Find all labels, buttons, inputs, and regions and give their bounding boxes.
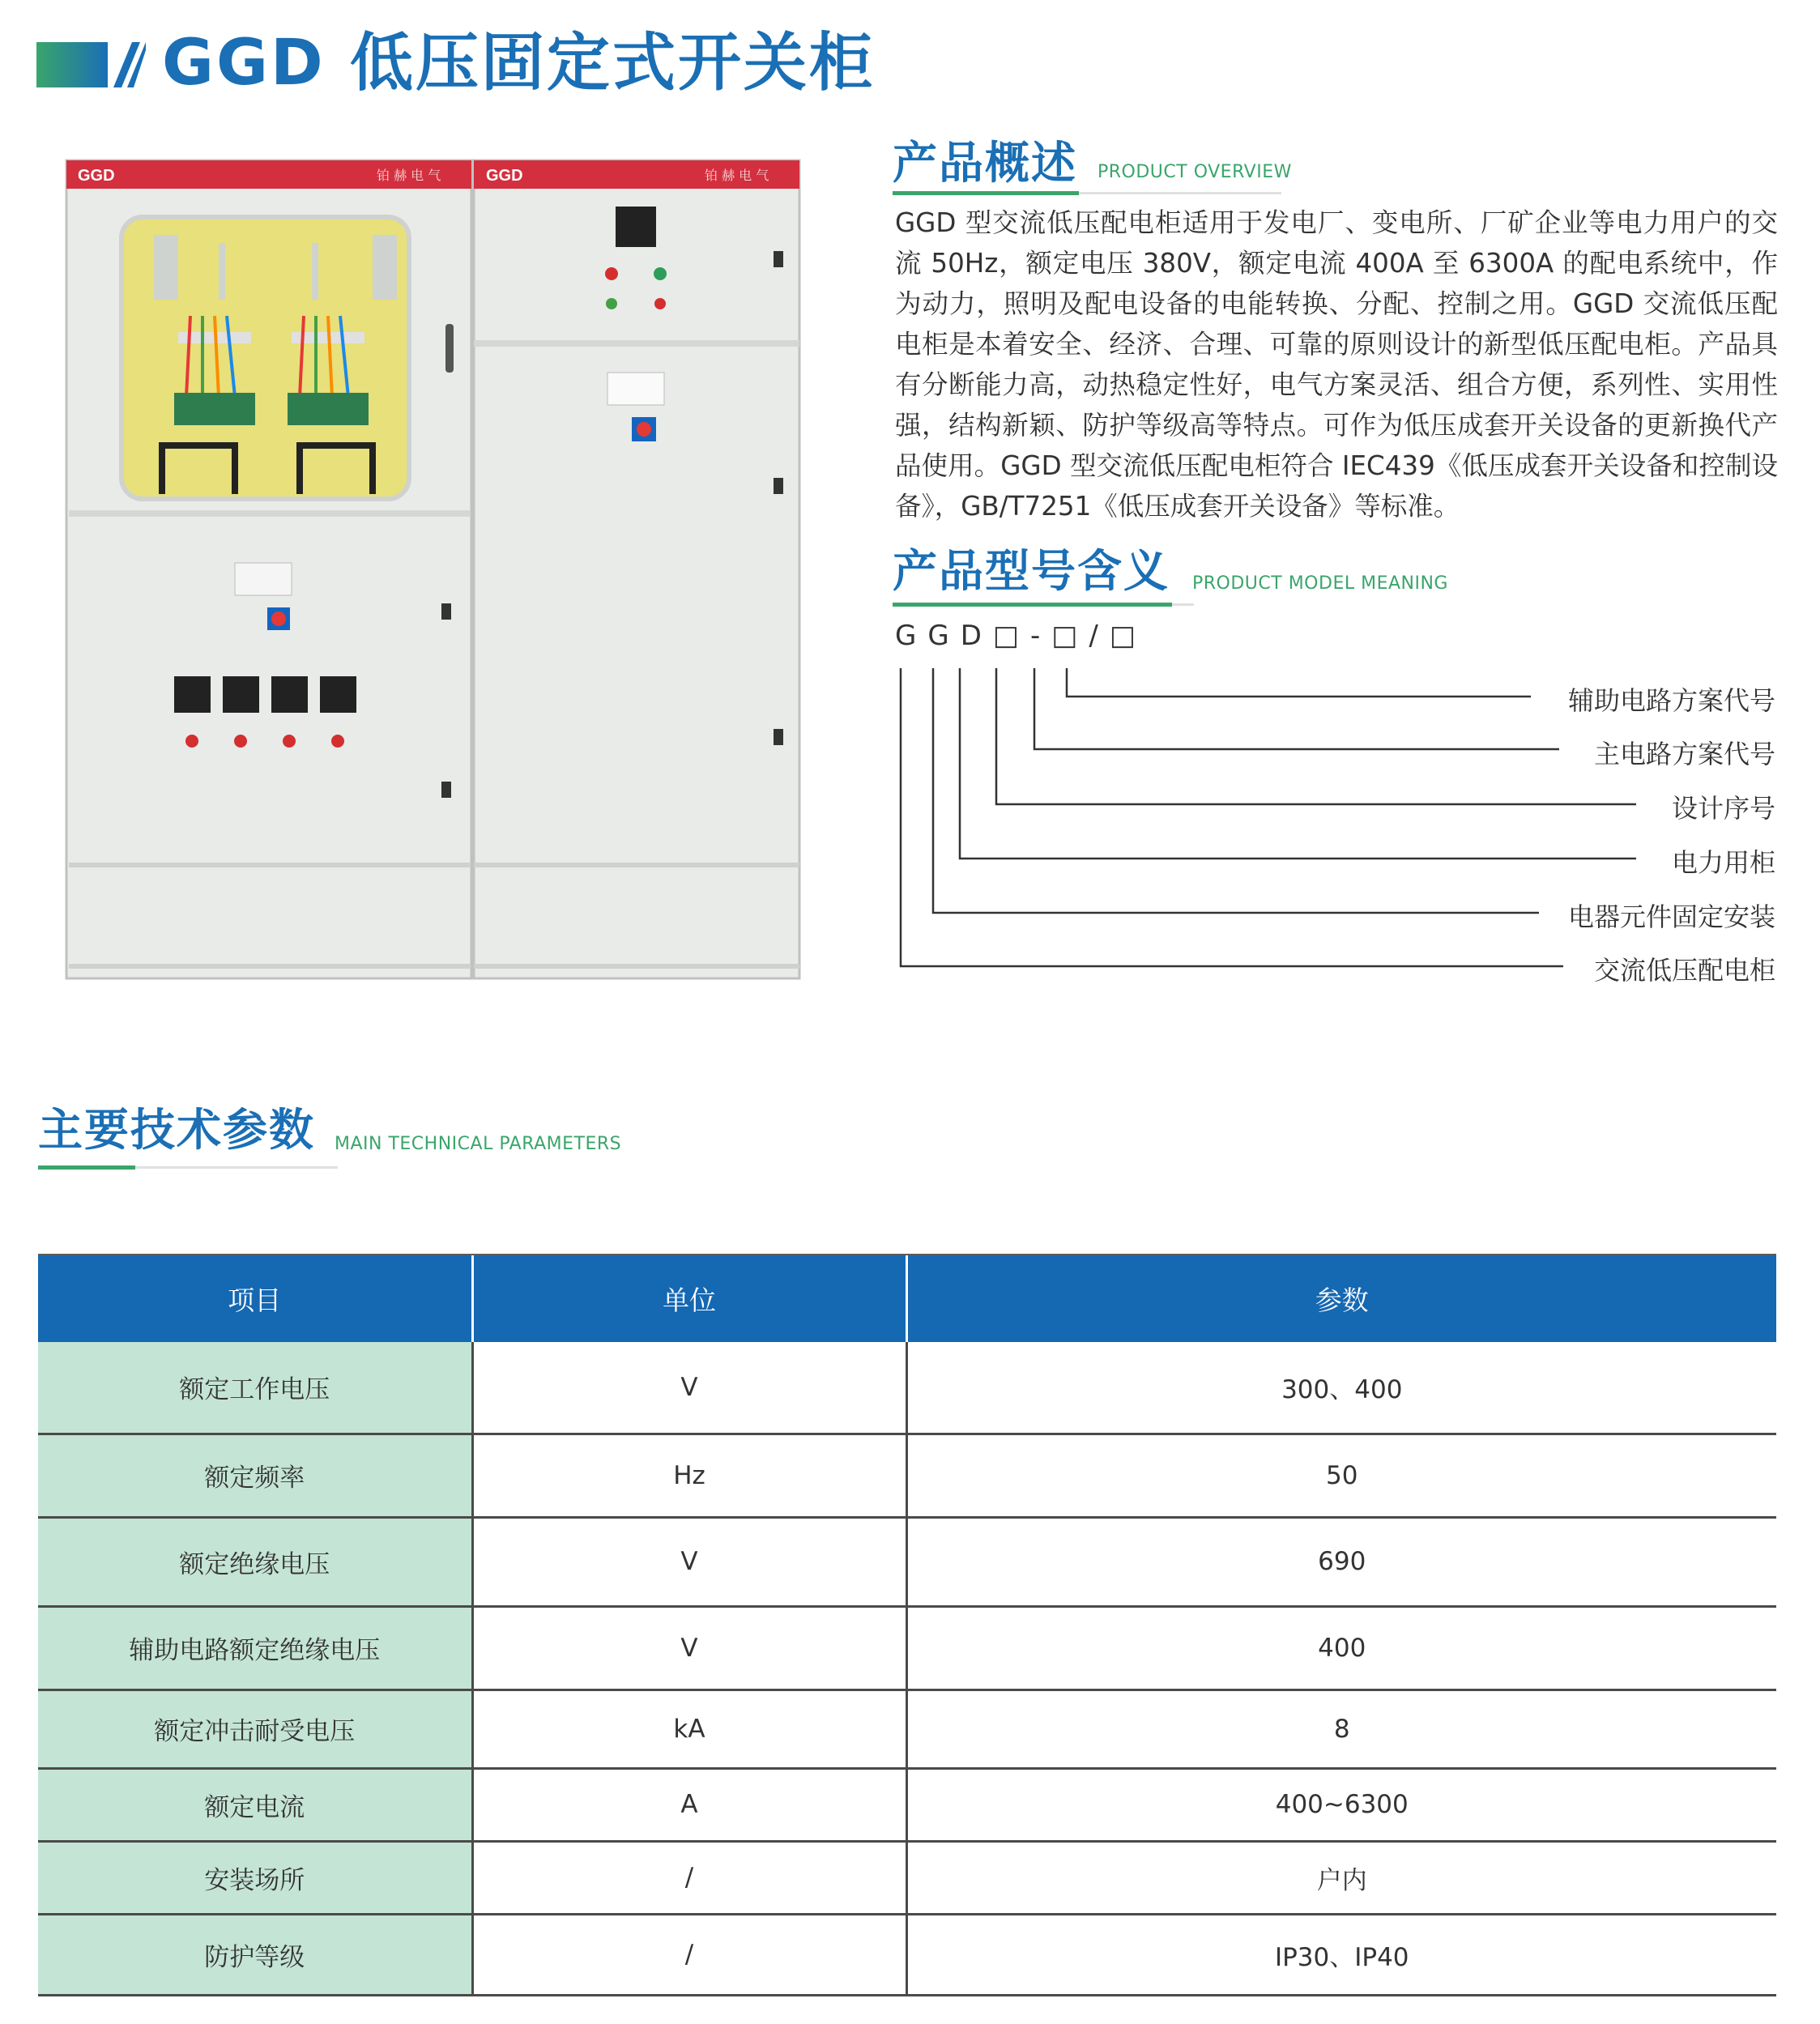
model-label-main-circuit: 主电路方案代号 bbox=[1593, 739, 1775, 769]
param-name: 额定冲击耐受电压 bbox=[38, 1690, 472, 1768]
table-row bbox=[38, 1434, 1776, 1517]
param-name: 辅助电路额定绝缘电压 bbox=[38, 1606, 472, 1690]
param-name: 额定频率 bbox=[38, 1434, 472, 1517]
param-value: 400~6300 bbox=[906, 1768, 1776, 1841]
params-title: 主要技术参数 bbox=[38, 1104, 316, 1156]
param-value: 8 bbox=[906, 1690, 1776, 1768]
model-subtitle: PRODUCT MODEL MEANING bbox=[1192, 573, 1448, 594]
model-code: GGD□-□/□ bbox=[895, 620, 1147, 652]
param-value: IP30、IP40 bbox=[906, 1914, 1776, 1995]
table-row bbox=[38, 1841, 1776, 1914]
table-row bbox=[38, 1690, 1776, 1768]
params-subtitle: MAIN TECHNICAL PARAMETERS bbox=[335, 1134, 622, 1154]
left-cabinet-brand: 铂 赫 电 气 bbox=[377, 168, 441, 183]
page-title: GGD 低压固定式开关柜 bbox=[162, 27, 875, 100]
model-title-accent bbox=[893, 603, 1172, 607]
overview-title-accent bbox=[893, 191, 1079, 195]
title-decoration-icon bbox=[36, 42, 146, 87]
col-header-item: 项目 bbox=[38, 1255, 472, 1342]
param-unit: kA bbox=[472, 1690, 906, 1768]
col-header-unit: 单位 bbox=[472, 1255, 906, 1342]
param-value: 户内 bbox=[906, 1841, 1776, 1914]
model-label-fixed-installation: 电器元件固定安装 bbox=[1567, 901, 1775, 932]
model-label-power-cabinet: 电力用柜 bbox=[1671, 847, 1775, 878]
param-unit: A bbox=[472, 1768, 906, 1841]
table-header-row bbox=[38, 1255, 1776, 1342]
param-unit: V bbox=[472, 1517, 906, 1606]
table-row bbox=[38, 1914, 1776, 1995]
overview-text: GGD 型交流低压配电柜适用于发电厂、变电所、厂矿企业等电力用户的交流 50Hz，额定电压 380V，额定电流 400A 至 6300A 的配电系统中，作为动力，照明及配电设备的电能转换、分配、控制之用。GGD 交流低压配电柜是本着安全、经济、合理、可靠的原则设计的新型低压配电柜。产品具有分断能力高，动热稳定性好，电气方案灵活、组合方便，系列性、实用性强，结构新颖、防护等级高等特点。可作为低压成套开关设备的更新换代产品使用。GGD 型交流低压配电柜符合 IEC439《低压成套开关设备和控制设备》，GB/T7251《低压成套开关设备》等标准。 bbox=[895, 207, 1778, 522]
param-name: 额定绝缘电压 bbox=[38, 1517, 472, 1606]
param-value: 690 bbox=[906, 1517, 1776, 1606]
param-unit: V bbox=[472, 1606, 906, 1690]
params-title-accent bbox=[38, 1165, 135, 1170]
param-value: 400 bbox=[906, 1606, 1776, 1690]
table-row bbox=[38, 1342, 1776, 1434]
left-cabinet-tag: GGD bbox=[78, 167, 115, 185]
param-unit: / bbox=[472, 1914, 906, 1995]
param-value: 50 bbox=[906, 1434, 1776, 1517]
param-name: 防护等级 bbox=[38, 1914, 472, 1995]
model-title: 产品型号含义 bbox=[893, 545, 1170, 597]
model-label-ac-lv-cabinet: 交流低压配电柜 bbox=[1593, 955, 1775, 986]
table-row bbox=[38, 1606, 1776, 1690]
param-unit: V bbox=[472, 1342, 906, 1434]
overview-subtitle: PRODUCT OVERVIEW bbox=[1098, 162, 1292, 182]
param-name: 安装场所 bbox=[38, 1841, 472, 1914]
params-table bbox=[38, 1255, 1776, 1996]
param-unit: / bbox=[472, 1841, 906, 1914]
model-label-design-serial: 设计序号 bbox=[1671, 793, 1775, 824]
param-unit: Hz bbox=[472, 1434, 906, 1517]
param-name: 额定工作电压 bbox=[38, 1342, 472, 1434]
col-header-value: 参数 bbox=[906, 1255, 1776, 1342]
param-name: 额定电流 bbox=[38, 1768, 472, 1841]
param-value: 300、400 bbox=[906, 1342, 1776, 1434]
right-cabinet-brand: 铂 赫 电 气 bbox=[705, 168, 769, 183]
model-label-auxiliary-circuit: 辅助电路方案代号 bbox=[1567, 685, 1775, 716]
table-row bbox=[38, 1517, 1776, 1606]
overview-title: 产品概述 bbox=[893, 137, 1078, 189]
right-cabinet-tag: GGD bbox=[486, 167, 523, 185]
product-image bbox=[65, 154, 802, 980]
table-row bbox=[38, 1768, 1776, 1841]
